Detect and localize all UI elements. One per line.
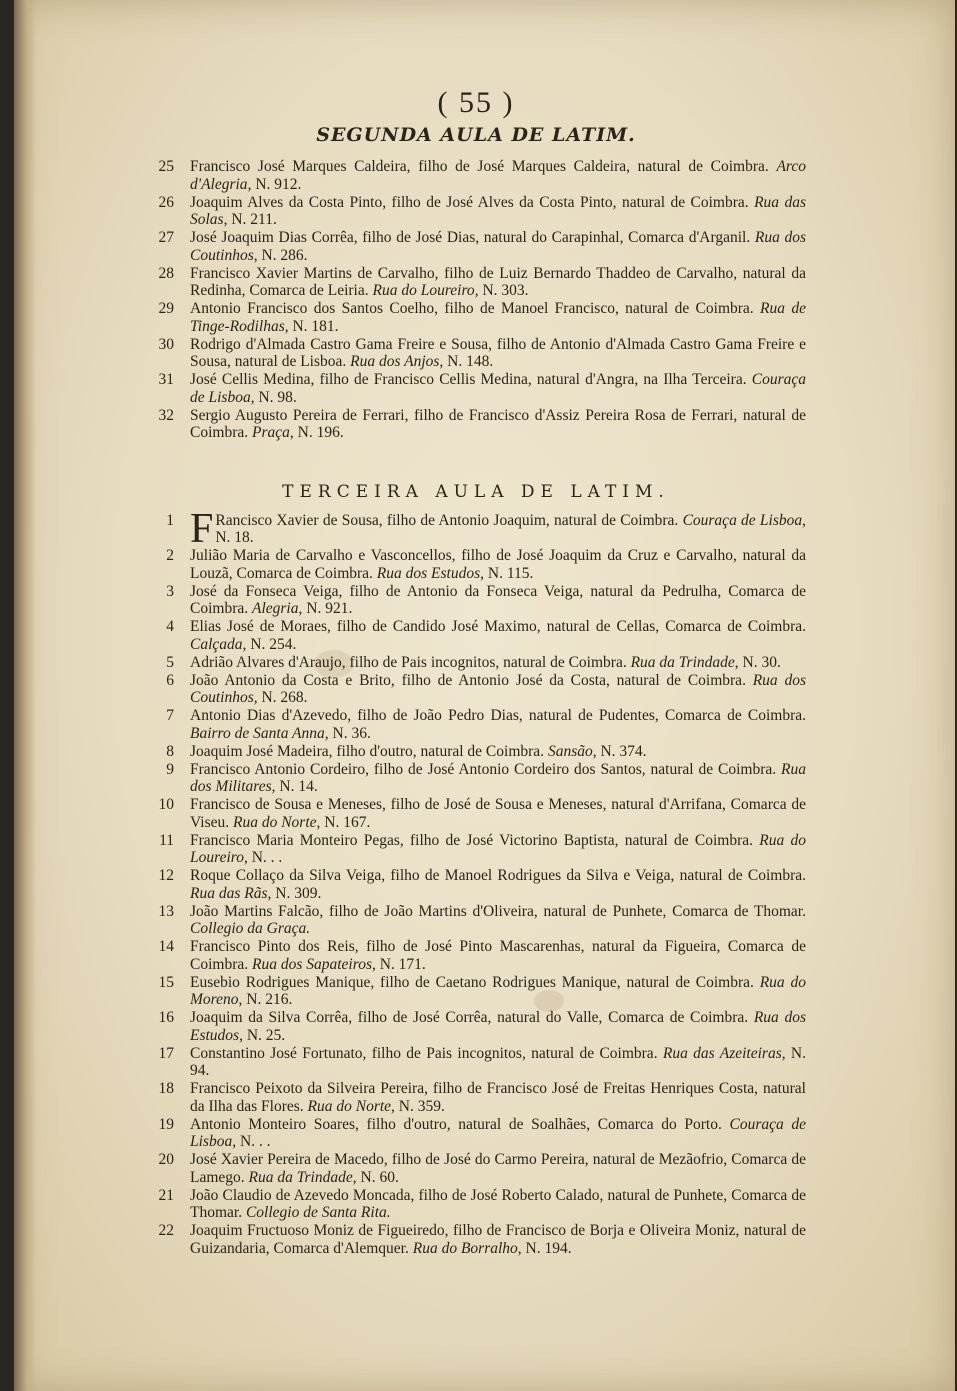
entry-number: 22	[158, 1222, 174, 1239]
page-number: ( 55 )	[437, 86, 515, 119]
entry-house-number: , N. 171.	[371, 955, 426, 973]
entry-house-number: , N. 912.	[247, 175, 302, 193]
student-entry	[146, 229, 806, 264]
student-entry	[146, 903, 806, 938]
entry-house-number: , N. 303.	[474, 282, 529, 299]
entry-number: 9	[166, 760, 174, 778]
entry-number: 2	[166, 547, 174, 564]
entry-number: 28	[158, 264, 174, 282]
entry-house-number: , N. 115.	[480, 564, 534, 582]
entry-address: Rua dos Coutinhos	[190, 671, 806, 706]
entry-number: 18	[158, 1080, 174, 1097]
entry-number: 19	[158, 1115, 174, 1133]
entry-address: Rua dos Anjos	[350, 353, 440, 370]
student-entry	[146, 1045, 806, 1080]
entry-text: Sergio Augusto Pereira de Ferrari, filho de Francisco d'Assiz Pereira Rosa de Ferrari, natural de Coimbra.	[190, 406, 806, 441]
entry-text: Francisco Maria Monteiro Pegas, filho de José Victorino Baptista, natural de Coimbra.	[190, 831, 760, 849]
entry-text: Antonio Monteiro Soares, filho d'outro, natural de Soalhães, Comarca do Porto.	[190, 1115, 730, 1133]
entry-address: Rua da Trindade	[248, 1168, 353, 1186]
entry-address: Rua dos Estudos	[190, 1009, 807, 1044]
entry-text: José Xavier Pereira de Macedo, filho de José do Carmo Pereira, natural de Mezãofrio, Comarca de Lamego.	[190, 1151, 806, 1186]
student-entry	[146, 407, 806, 442]
entry-text: Rodrigo d'Almada Castro Gama Freire e Sousa, filho de Antonio d'Almada Castro Gama Freire e Sousa, natural de Lisboa.	[190, 335, 806, 370]
student-entry	[146, 1116, 806, 1151]
entry-house-number: , N. 167.	[316, 813, 371, 831]
entry-text: Adrião Alvares d'Araujo, filho de Pais incognitos, natural de Coimbra.	[190, 653, 631, 671]
entry-address: Rua das Solas	[190, 193, 807, 228]
entry-house-number: , N. 359.	[391, 1097, 445, 1115]
entry-text: Eusebio Rodrigues Manique, filho de Caetano Rodrigues Manique, natural de Coimbra.	[190, 973, 760, 991]
entry-number: 12	[158, 867, 174, 884]
entry-text: José da Fonseca Veiga, filho de Antonio da Fonseca Veiga, natural da Pedrulha, Comarca de Coimbra.	[190, 582, 806, 617]
entry-address: Rua do Loureiro	[190, 831, 806, 866]
entry-number: 21	[158, 1186, 174, 1204]
book-page	[14, 0, 955, 1391]
student-entry	[146, 654, 806, 672]
entry-house-number: , N. 18.	[215, 511, 807, 546]
entry-number: 31	[158, 371, 174, 388]
student-entry	[146, 371, 806, 406]
entry-house-number: , N. . .	[232, 1133, 271, 1150]
entry-number: 13	[158, 902, 174, 920]
entry-house-number: , N. 254.	[242, 635, 297, 653]
entry-text: Roque Collaço da Silva Veiga, filho de Manoel Rodrigues da Silva e Veiga, natural de Coimbra.	[190, 867, 806, 884]
entry-text: Rancisco Xavier de Sousa, filho de Antonio Joaquim, natural de Coimbra.	[215, 511, 683, 529]
entry-text: Antonio Francisco dos Santos Coelho, filho de Manoel Francisco, natural de Coimbra.	[190, 300, 761, 317]
entry-number: 4	[166, 618, 174, 635]
entry-number: 7	[166, 707, 174, 724]
entry-text: Joaquim José Madeira, filho d'outro, natural de Coimbra.	[190, 742, 548, 760]
entry-number: 6	[166, 671, 174, 689]
entry-address: Rua das Rãs	[190, 884, 268, 902]
entry-number: 25	[158, 158, 174, 175]
student-entry	[146, 796, 806, 831]
student-entry	[146, 583, 806, 618]
entry-house-number: , N. 374.	[592, 742, 647, 760]
entry-address: Alegria	[252, 600, 299, 617]
entry-number: 8	[166, 742, 174, 760]
entry-number: 26	[158, 193, 174, 211]
entry-address: Collegio de Santa Rita.	[245, 1204, 391, 1221]
entry-text: Julião Maria de Carvalho e Vasconcellos, filho de José Joaquim da Cruz e Carvalho, natural da Louzã, Comarca de Coimbra.	[190, 547, 806, 582]
entry-text: Joaquim Alves da Costa Pinto, filho de José Alves da Costa Pinto, natural de Coimbra.	[190, 193, 755, 211]
entry-address: Rua dos Coutinhos	[190, 229, 807, 264]
entry-house-number: , N. 181.	[284, 317, 339, 335]
student-entry	[146, 1080, 806, 1115]
book-gutter-shadow	[14, 0, 36, 1391]
student-entry	[146, 867, 806, 902]
entry-address: Couraça de Lisboa	[190, 371, 806, 406]
entry-number: 11	[159, 831, 174, 849]
entry-house-number: , N. 194.	[517, 1239, 572, 1257]
entry-address: Rua do Moreno	[190, 973, 806, 1008]
student-entry	[146, 265, 806, 300]
entry-address: Calçada	[190, 635, 243, 653]
entry-number: 32	[158, 406, 174, 424]
entry-house-number: , N. 921.	[298, 600, 353, 617]
entry-house-number: , N. 196.	[289, 424, 344, 441]
student-entry	[146, 832, 806, 867]
entry-number: 29	[158, 300, 174, 317]
student-entry	[146, 547, 806, 582]
entry-text: Elias José de Moraes, filho de Candido José Maximo, natural de Cellas, Comarca de Coimbra.	[190, 618, 806, 635]
entry-number: 17	[158, 1044, 174, 1062]
student-entry	[146, 672, 806, 707]
entry-address: Bairro de Santa Anna	[190, 724, 325, 742]
student-entry	[146, 194, 806, 229]
entry-text: Constantino José Fortunato, filho de Pais incognitos, natural de Coimbra.	[190, 1044, 663, 1062]
entry-number: 15	[158, 973, 174, 991]
entry-house-number: , N. 94.	[190, 1044, 806, 1079]
entry-address: Rua das Azeiteiras	[662, 1044, 782, 1062]
entry-house-number: , N. 148.	[439, 353, 494, 370]
entry-number: 3	[166, 582, 174, 600]
entry-house-number: , N. 98.	[250, 388, 297, 406]
entry-text: José Cellis Medina, filho de Francisco Cellis Medina, natural d'Angra, na Ilha Terceira.	[190, 371, 752, 388]
entry-number: 14	[158, 938, 174, 955]
entry-text: Francisco Pinto dos Reis, filho de José Pinto Mascarenhas, natural da Figueira, Comarca de Coimbra.	[190, 938, 806, 973]
student-entry	[146, 974, 806, 1009]
entry-text: Francisco Antonio Cordeiro, filho de José Antonio Cordeiro dos Santos, natural de Coimbra.	[190, 760, 782, 778]
entry-house-number: , N. 286.	[253, 246, 308, 264]
entry-address: Rua de Tinge-Rodilhas	[190, 300, 806, 335]
entry-address: Arco d'Alegria	[190, 158, 806, 193]
student-entry	[146, 707, 806, 742]
entry-house-number: , N. 14.	[271, 778, 318, 795]
entry-house-number: , N. 211.	[223, 211, 277, 228]
entry-number: 10	[158, 796, 174, 813]
entry-text: Francisco Xavier Martins de Carvalho, filho de Luiz Bernardo Thaddeo de Carvalho, natural da Redinha, Comarca de Leiria.	[190, 264, 806, 299]
entry-number: 27	[158, 229, 174, 246]
entry-address: Rua do Norte	[307, 1097, 392, 1115]
entry-text: Joaquim Fructuoso Moniz de Figueiredo, filho de Francisco de Borja e Oliveira Moniz, natural de Guizandaria, Comarca d'Alemquer.	[190, 1222, 806, 1257]
entry-address: Rua da Trindade	[630, 653, 735, 671]
student-entry	[146, 505, 807, 552]
entry-house-number: , N. 268.	[253, 689, 308, 706]
entry-house-number: , N. 216.	[238, 991, 293, 1008]
entry-number: 20	[158, 1151, 174, 1168]
entry-address: Rua do Norte	[232, 813, 317, 831]
entry-text: João Claudio de Azevedo Moncada, filho de José Roberto Calado, natural de Punhete, Comarca de Thomar.	[190, 1186, 806, 1221]
student-entry	[146, 618, 806, 653]
entry-number: 5	[166, 653, 174, 671]
entry-address: Rua dos Militares	[190, 760, 806, 795]
entry-address: Praça	[252, 424, 290, 441]
entry-text: Francisco José Marques Caldeira, filho de José Marques Caldeira, natural de Coimbra.	[190, 158, 777, 175]
entry-address: Couraça de Lisboa	[190, 1115, 806, 1150]
student-entry	[146, 1151, 806, 1186]
entry-text: Joaquim da Silva Corrêa, filho de José Corrêa, natural do Valle, Comarca de Coimbra.	[190, 1009, 754, 1026]
entry-house-number: , N. 36.	[324, 724, 371, 742]
student-entry	[146, 336, 806, 371]
entry-text: João Martins Falcão, filho de João Martins d'Oliveira, natural de Punhete, Comarca de Thomar.	[190, 902, 806, 920]
student-entry	[146, 300, 806, 335]
student-entry	[146, 743, 806, 761]
student-list-terceira	[146, 505, 807, 1258]
entry-house-number: , N. 309.	[267, 884, 322, 902]
student-entry	[146, 1009, 806, 1044]
entry-house-number: , N. 60.	[352, 1168, 399, 1186]
entry-address: Rua do Borralho	[412, 1239, 518, 1257]
entry-text: Francisco Peixoto da Silveira Pereira, filho de Francisco José de Freitas Henriques Costa, natural da Ilha das Flores.	[190, 1080, 806, 1115]
entry-house-number: , N. . .	[243, 849, 283, 866]
entry-text: Antonio Dias d'Azevedo, filho de João Pedro Dias, natural de Pudentes, Comarca de Coimbra.	[190, 707, 806, 724]
entry-address: Collegio da Graça.	[190, 920, 311, 937]
page-content	[146, 86, 806, 1258]
drop-cap-initial: F	[190, 505, 214, 552]
student-entry	[146, 938, 806, 973]
entry-house-number: , N. 25.	[239, 1026, 286, 1044]
entry-address: Sansão	[547, 742, 593, 760]
entry-address: Rua dos Estudos	[376, 564, 481, 582]
entry-house-number: , N. 30.	[734, 653, 781, 671]
entry-address: Couraça de Lisboa	[682, 511, 803, 529]
student-list-segunda	[146, 158, 806, 442]
entry-number: 1	[166, 511, 174, 529]
entry-number: 16	[158, 1009, 174, 1026]
entry-address: Rua dos Sapateiros	[252, 955, 372, 973]
entry-text: João Antonio da Costa e Brito, filho de Antonio José da Costa, natural de Coimbra.	[190, 671, 753, 689]
student-entry	[146, 158, 806, 193]
entry-number: 30	[158, 335, 174, 353]
entry-address: Rua do Loureiro	[372, 282, 475, 299]
entry-text: Francisco de Sousa e Meneses, filho de José de Sousa e Meneses, natural d'Arrifana, Comarca de Viseu.	[190, 796, 806, 831]
student-entry	[146, 761, 806, 796]
entry-text: José Joaquim Dias Corrêa, filho de José Dias, natural do Carapinhal, Comarca d'Arganil.	[190, 229, 755, 246]
student-entry	[146, 1222, 806, 1257]
student-entry	[146, 1187, 806, 1222]
section-title-terceira: TERCEIRA AULA DE LATIM.	[282, 481, 670, 502]
section-title-segunda: SEGUNDA AULA DE LATIM.	[316, 124, 636, 146]
